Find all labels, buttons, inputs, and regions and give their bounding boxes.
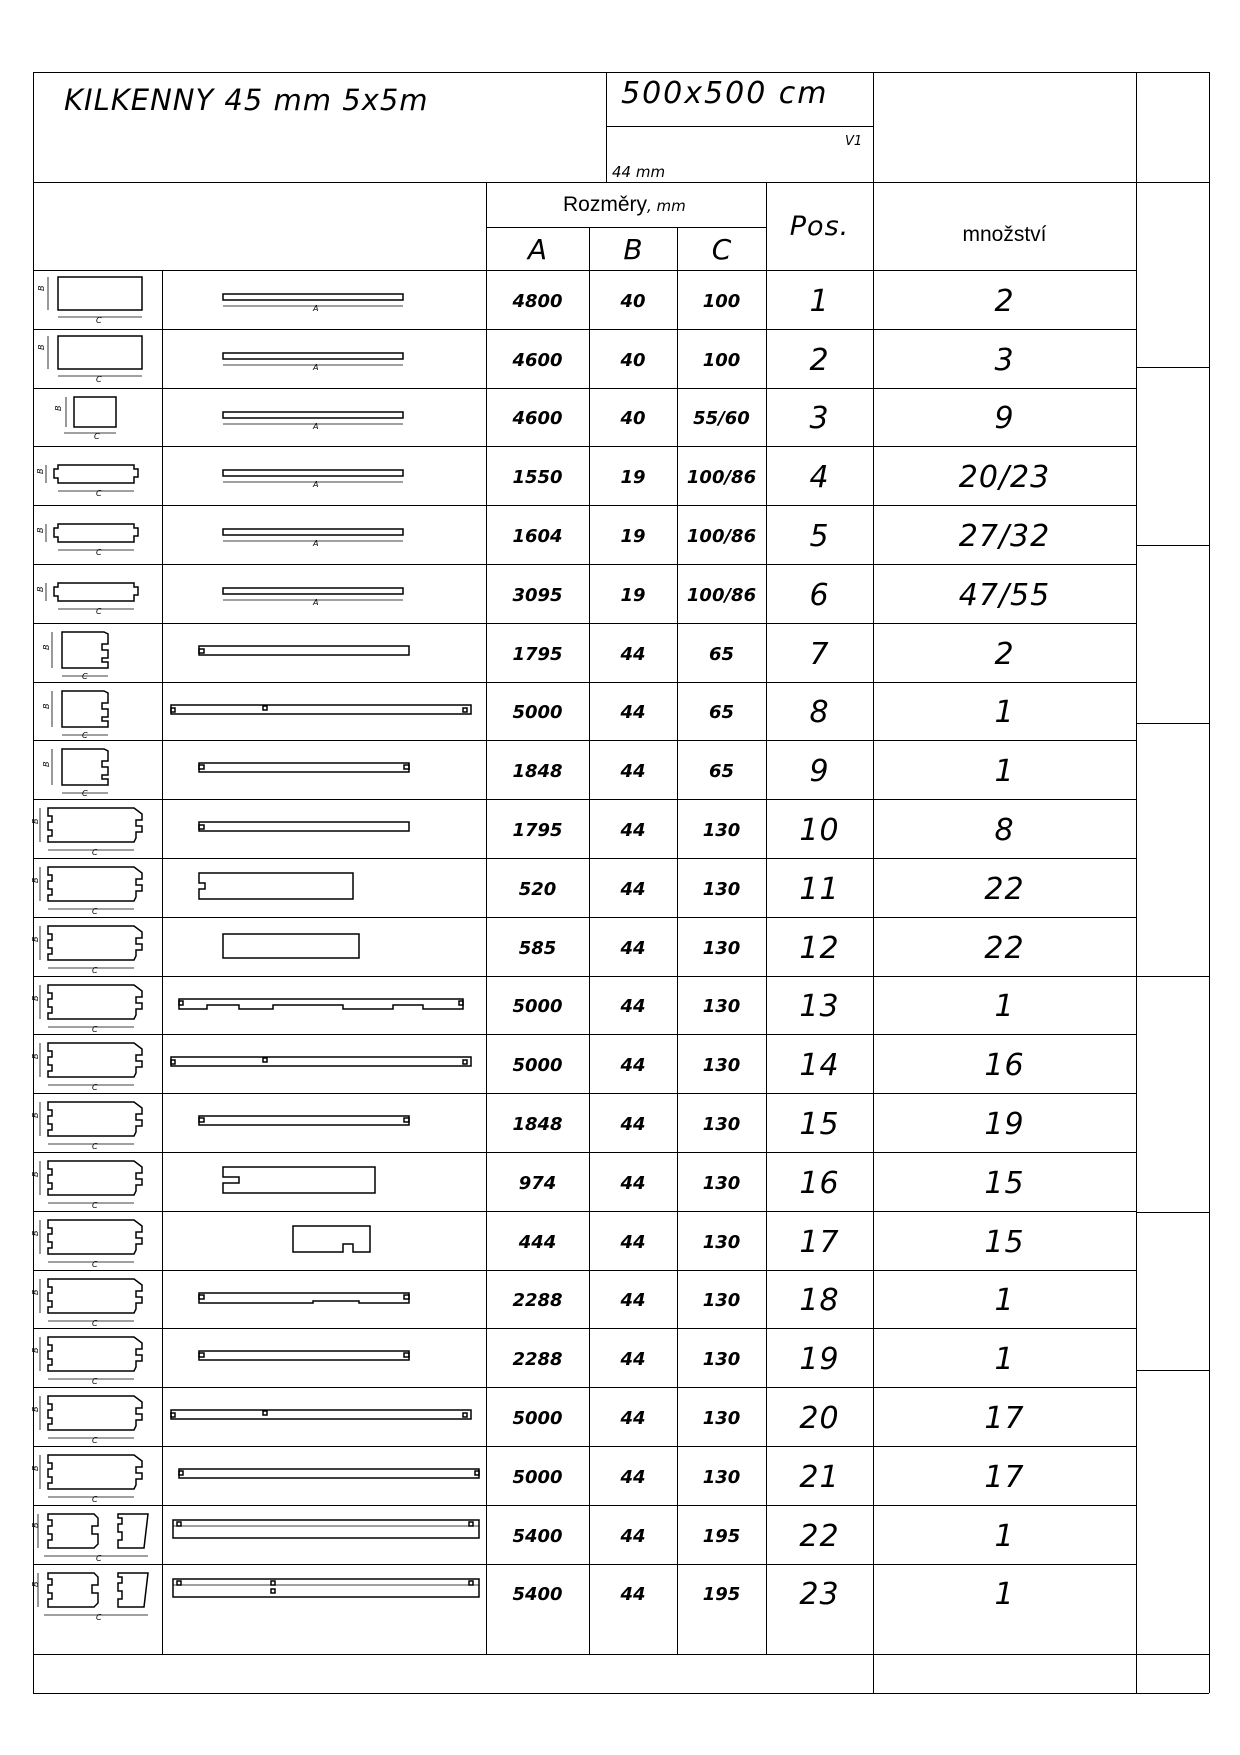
dimension-c: 130 — [702, 1408, 741, 1430]
quantity: 19 — [984, 1107, 1025, 1143]
drawing-label: C — [92, 1083, 98, 1093]
position-number: 13 — [799, 989, 840, 1025]
document-title: KILKENNY 45 mm 5x5m — [64, 83, 429, 117]
drawing-label: B — [36, 527, 45, 534]
drawing-label: C — [96, 607, 102, 616]
dimension-a: 5000 — [512, 1408, 563, 1430]
drawing-label: C — [96, 548, 102, 558]
position-number: 19 — [799, 1342, 840, 1378]
dimension-a: 1795 — [512, 820, 563, 842]
dimension-b: 40 — [620, 408, 646, 430]
plan-drawing — [163, 1447, 486, 1503]
position-number: 5 — [809, 519, 830, 555]
dimension-a: 5000 — [512, 1466, 563, 1488]
drawing-label: C — [92, 1259, 98, 1269]
plan-drawing — [163, 800, 486, 856]
profile-drawing — [31, 1212, 162, 1269]
dimension-c: 100 — [702, 290, 741, 312]
dimension-b: 44 — [620, 1172, 646, 1194]
position-number: 9 — [809, 754, 830, 790]
position-number: 7 — [809, 636, 830, 672]
dimension-c: 100/86 — [686, 467, 757, 489]
drawing-label: C — [82, 730, 88, 740]
dimension-a: 1795 — [512, 643, 563, 665]
profile-drawing — [31, 1035, 162, 1093]
dimension-b: 44 — [620, 761, 646, 783]
plan-drawing — [163, 1153, 486, 1209]
drawing-label: C — [96, 316, 102, 325]
profile-drawing — [31, 1271, 162, 1328]
position-number: 4 — [809, 460, 830, 496]
dimension-a: 1604 — [512, 526, 563, 548]
dimension-c: 65 — [708, 643, 735, 665]
drawing-label: C — [96, 489, 102, 499]
plan-drawing — [163, 1388, 486, 1444]
profile-drawing — [34, 683, 162, 739]
dimension-c: 195 — [702, 1584, 741, 1606]
plan-drawing — [163, 271, 486, 327]
overall-dimensions: 500x500 cm — [621, 76, 829, 111]
drawing-label: B — [31, 877, 40, 883]
position-number: 16 — [799, 1165, 840, 1201]
plan-drawing — [163, 447, 486, 503]
drawing-label: B — [31, 818, 40, 825]
dimension-c: 130 — [702, 1290, 741, 1312]
drawing-label: C — [92, 1436, 98, 1446]
dimension-b: 44 — [620, 1114, 646, 1136]
drawing-label: B — [31, 1112, 40, 1119]
quantity-header: množství — [962, 223, 1047, 246]
profile-drawing — [31, 1506, 162, 1563]
drawing-label: B — [37, 344, 46, 350]
drawing-label: C — [94, 431, 100, 441]
dimension-b: 44 — [620, 937, 646, 959]
dimension-c: 130 — [702, 996, 741, 1018]
position-number: 18 — [799, 1283, 840, 1319]
drawing-label: B — [31, 1347, 40, 1354]
dimension-a: 2288 — [512, 1349, 563, 1371]
plan-drawing — [163, 683, 486, 739]
drawing-label: A — [313, 539, 319, 549]
dimension-c: 100/86 — [686, 584, 757, 606]
profile-drawing — [31, 1565, 162, 1622]
plan-drawing — [163, 1094, 486, 1150]
dimension-a: 444 — [518, 1231, 557, 1253]
profile-drawing — [31, 918, 162, 975]
dimension-a: 520 — [518, 878, 557, 900]
dimension-b: 44 — [620, 1525, 646, 1547]
position-number: 6 — [809, 577, 830, 613]
drawing-label: B — [31, 1171, 40, 1177]
pos-header: Pos. — [789, 210, 850, 242]
drawing-label: C — [92, 1318, 98, 1328]
dimension-c: 130 — [702, 1231, 741, 1253]
position-number: 12 — [799, 930, 840, 966]
drawing-label: C — [96, 374, 102, 384]
dimension-a: 585 — [518, 937, 557, 959]
quantity: 1 — [994, 695, 1015, 731]
dimension-b: 44 — [620, 702, 646, 724]
dimension-a: 4600 — [512, 349, 563, 371]
drawing-label: C — [92, 1024, 98, 1034]
profile-drawing — [31, 977, 162, 1034]
drawing-label: C — [96, 1612, 102, 1622]
profile-drawing — [31, 1153, 162, 1210]
plan-drawing — [163, 1329, 486, 1385]
drawing-label: B — [42, 703, 51, 709]
profile-drawing — [34, 271, 162, 327]
quantity: 2 — [994, 636, 1015, 672]
plan-drawing — [163, 977, 486, 1033]
drawing-label: A — [313, 362, 319, 372]
dimension-b: 44 — [620, 820, 646, 842]
rozmery-label: Rozměry, mm — [563, 193, 686, 216]
drawing-label: C — [92, 1495, 98, 1504]
drawing-label: A — [313, 304, 319, 313]
plan-drawing — [163, 741, 486, 797]
drawing-label: B — [31, 995, 40, 1001]
position-number: 2 — [809, 342, 830, 378]
version-label: V1 — [845, 134, 863, 149]
dimension-b: 44 — [620, 1055, 646, 1077]
quantity: 1 — [994, 1283, 1015, 1319]
dimension-c: 55/60 — [693, 408, 750, 430]
quantity: 1 — [994, 754, 1015, 790]
dimension-b: 44 — [620, 1584, 646, 1606]
dimension-a: 974 — [518, 1172, 557, 1194]
profile-drawing — [34, 506, 162, 562]
drawing-label: C — [96, 1553, 102, 1563]
plan-drawing — [163, 1506, 486, 1562]
drawing-label: C — [82, 671, 88, 681]
dimension-b: 40 — [620, 290, 646, 312]
dimension-c: 130 — [702, 878, 741, 900]
position-number: 3 — [809, 401, 830, 437]
drawing-label: B — [31, 1289, 40, 1295]
quantity: 17 — [984, 1459, 1025, 1495]
dimension-b: 44 — [620, 643, 646, 665]
profile-drawing — [31, 859, 162, 916]
dimension-c: 130 — [702, 1172, 741, 1194]
drawing-label: B — [36, 468, 45, 475]
dimension-c: 130 — [702, 937, 741, 959]
dimension-b: 44 — [620, 1231, 646, 1253]
drawing-label: C — [92, 1142, 98, 1152]
drawing-label: C — [82, 789, 88, 799]
dimension-b: 19 — [620, 584, 646, 606]
dimension-b: 19 — [620, 526, 646, 548]
drawing-label: C — [92, 907, 98, 916]
dimension-b: 44 — [620, 878, 646, 900]
profile-drawing — [31, 800, 162, 858]
drawing-label: B — [31, 1465, 40, 1471]
dimension-c: 130 — [702, 820, 741, 842]
column-a-header: A — [527, 232, 548, 266]
drawing-label: C — [92, 1201, 98, 1210]
dimension-a: 5000 — [512, 702, 563, 724]
plan-drawing — [163, 1565, 486, 1621]
dimension-c: 130 — [702, 1466, 741, 1488]
plan-drawing — [163, 389, 486, 445]
profile-drawing — [31, 1329, 162, 1387]
drawing-label: B — [31, 1053, 40, 1060]
position-number: 11 — [799, 871, 840, 907]
position-number: 8 — [809, 695, 830, 731]
quantity: 1 — [994, 1577, 1015, 1613]
drawing-label: B — [36, 586, 45, 592]
profile-drawing — [34, 741, 162, 797]
dimension-c: 195 — [702, 1525, 741, 1547]
dimension-b: 19 — [620, 467, 646, 489]
position-number: 20 — [799, 1401, 840, 1437]
drawing-label: C — [92, 1377, 98, 1387]
position-number: 23 — [799, 1577, 840, 1613]
dimension-b: 44 — [620, 1408, 646, 1430]
dimension-a: 1550 — [512, 467, 563, 489]
drawing-label: C — [92, 848, 98, 858]
quantity: 27/32 — [958, 519, 1051, 555]
dimension-a: 5000 — [512, 1055, 563, 1077]
quantity: 15 — [984, 1224, 1025, 1260]
plan-drawing — [163, 1212, 486, 1268]
profile-drawing — [34, 330, 162, 386]
drawing-label: B — [37, 285, 46, 291]
quantity: 1 — [994, 1342, 1015, 1378]
profile-drawing — [31, 1094, 162, 1152]
drawing-label: A — [313, 421, 319, 431]
column-b-header: B — [623, 232, 643, 266]
quantity: 17 — [984, 1401, 1025, 1437]
position-number: 14 — [799, 1048, 840, 1084]
quantity: 20/23 — [958, 460, 1051, 496]
dimension-c: 100/86 — [686, 526, 757, 548]
plan-drawing — [163, 918, 486, 974]
profile-drawing — [34, 447, 162, 503]
plan-drawing — [163, 624, 486, 680]
quantity: 9 — [994, 401, 1015, 437]
drawing-label: C — [92, 965, 98, 975]
drawing-label: B — [31, 1522, 40, 1528]
dimension-a: 5400 — [512, 1525, 563, 1547]
position-number: 15 — [799, 1107, 840, 1143]
plan-drawing — [163, 1271, 486, 1327]
dimension-b: 44 — [620, 1466, 646, 1488]
quantity: 3 — [994, 342, 1015, 378]
plan-drawing — [163, 859, 486, 915]
quantity: 2 — [994, 283, 1015, 319]
quantity: 1 — [994, 989, 1015, 1025]
dimension-b: 44 — [620, 996, 646, 1018]
profile-drawing — [34, 389, 162, 445]
drawing-label: B — [31, 1406, 40, 1413]
quantity: 22 — [984, 871, 1025, 907]
drawing-label: B — [31, 1230, 40, 1236]
position-number: 21 — [799, 1459, 840, 1495]
dimension-a: 1848 — [512, 1114, 563, 1136]
quantity: 22 — [984, 930, 1025, 966]
dimension-a: 5400 — [512, 1584, 563, 1606]
dimension-a: 1848 — [512, 761, 563, 783]
profile-drawing — [31, 1447, 162, 1504]
dimension-c: 130 — [702, 1349, 741, 1371]
drawing-label: B — [31, 1581, 40, 1587]
dimension-a: 4800 — [512, 290, 563, 312]
quantity: 15 — [984, 1165, 1025, 1201]
plan-drawing — [163, 1035, 486, 1091]
position-number: 1 — [809, 283, 830, 319]
profile-drawing — [34, 624, 162, 680]
position-number: 10 — [799, 813, 840, 849]
dimension-b: 44 — [620, 1349, 646, 1371]
quantity: 1 — [994, 1518, 1015, 1554]
quantity: 16 — [984, 1048, 1025, 1084]
dimension-c: 130 — [702, 1055, 741, 1077]
dimension-a: 4600 — [512, 408, 563, 430]
position-number: 22 — [799, 1518, 840, 1554]
drawing-label: A — [313, 598, 319, 607]
drawing-label: B — [31, 936, 40, 942]
profile-drawing — [34, 565, 162, 621]
log-thickness: 44 mm — [612, 163, 666, 181]
plan-drawing — [163, 565, 486, 621]
dimension-c: 100 — [702, 349, 741, 371]
plan-drawing — [163, 330, 486, 386]
drawing-label: B — [54, 405, 63, 411]
dimension-b: 40 — [620, 349, 646, 371]
column-c-header: C — [711, 232, 732, 266]
dimension-a: 2288 — [512, 1290, 563, 1312]
dimension-a: 3095 — [512, 584, 563, 606]
drawing-label: B — [42, 644, 51, 650]
dimension-a: 5000 — [512, 996, 563, 1018]
drawing-label: A — [313, 480, 319, 490]
quantity: 47/55 — [958, 577, 1051, 613]
quantity: 8 — [994, 813, 1015, 849]
plan-drawing — [163, 506, 486, 562]
dimension-c: 65 — [708, 761, 735, 783]
dimension-c: 130 — [702, 1114, 741, 1136]
position-number: 17 — [799, 1224, 840, 1260]
drawing-label: B — [42, 761, 51, 768]
dimension-b: 44 — [620, 1290, 646, 1312]
dimension-c: 65 — [708, 702, 735, 724]
profile-drawing — [31, 1388, 162, 1446]
